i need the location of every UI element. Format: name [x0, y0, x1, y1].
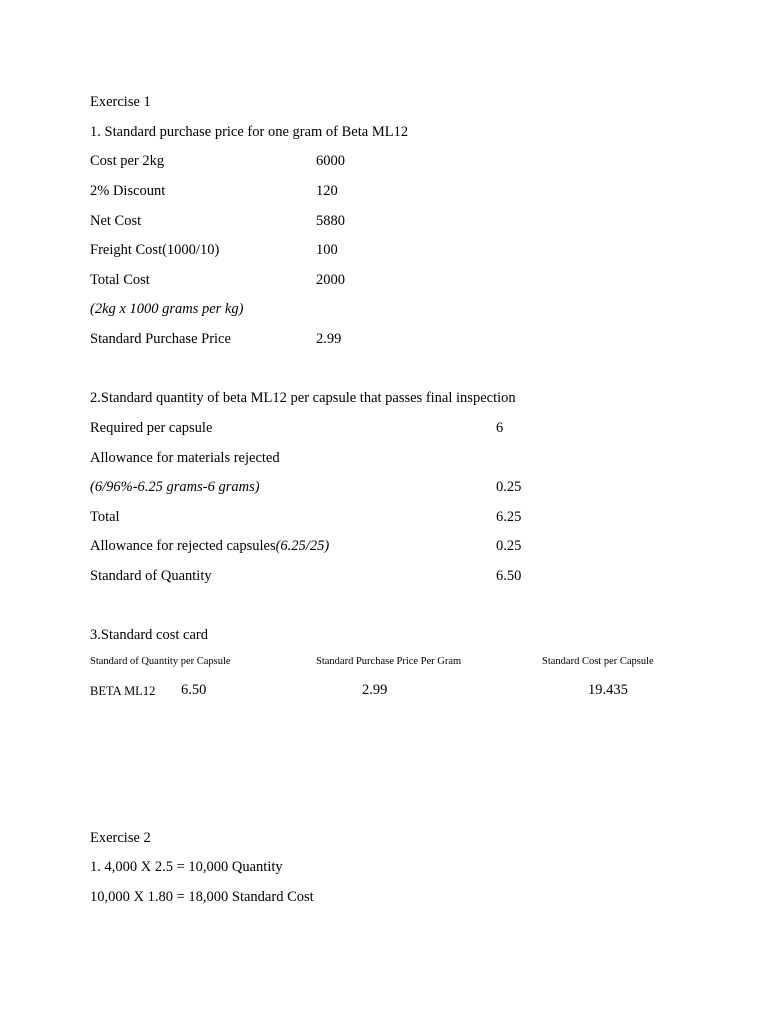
exercise2-line1: 1. 4,000 X 2.5 = 10,000 Quantity: [90, 859, 283, 875]
cost-card-header-price: Standard Purchase Price Per Gram: [316, 656, 462, 667]
exercise2-line2: 10,000 X 1.80 = 18,000 Standard Cost: [90, 889, 314, 905]
freight-cost-label: Freight Cost(1000/10): [90, 242, 220, 258]
cost-card-price: 2.99: [362, 682, 388, 698]
allowance-rejected-value: 0.25: [496, 538, 522, 554]
total-cost-value: 2000: [316, 272, 345, 288]
allowance-materials-value: 0.25: [496, 479, 522, 495]
cost-card-cost: 19.435: [588, 682, 628, 698]
exercise1-title: Exercise 1: [90, 94, 151, 110]
total-cost-label: Total Cost: [90, 272, 150, 288]
cost-per-2kg-label: Cost per 2kg: [90, 153, 165, 169]
required-per-capsule-label: Required per capsule: [90, 420, 213, 436]
standard-purchase-price-label: Standard Purchase Price: [90, 331, 231, 347]
cost-card-header-cost: Standard Cost per Capsule: [542, 656, 654, 667]
discount-value: 120: [316, 183, 338, 199]
freight-cost-value: 100: [316, 242, 338, 258]
part1-heading: 1. Standard purchase price for one gram of Beta ML12: [90, 124, 409, 140]
total-quantity-label: Total: [90, 509, 120, 525]
allowance-materials-label: Allowance for materials rejected: [90, 450, 280, 466]
net-cost-value: 5880: [316, 213, 345, 229]
cost-card-header-quantity: Standard of Quantity per Capsule: [90, 656, 231, 667]
net-cost-label: Net Cost: [90, 213, 142, 229]
allowance-materials-note: (6/96%-6.25 grams-6 grams): [90, 479, 260, 495]
allowance-rejected-capsules: [90, 537, 329, 555]
total-quantity-value: 6.25: [496, 509, 522, 525]
grams-note: (2kg x 1000 grams per kg): [90, 301, 244, 317]
cost-card-item: BETA ML12: [90, 684, 156, 698]
part2-heading: 2.Standard quantity of beta ML12 per capsule that passes final inspection: [90, 390, 516, 406]
standard-quantity-label: Standard of Quantity: [90, 568, 212, 584]
allowance-rejected-note: (6.25/25): [275, 538, 330, 554]
cost-card-quantity: 6.50: [181, 682, 207, 698]
standard-quantity-value: 6.50: [496, 568, 522, 584]
required-per-capsule-value: 6: [496, 420, 504, 436]
part3-heading: 3.Standard cost card: [90, 627, 208, 643]
allowance-rejected-label: Allowance for rejected capsules: [90, 538, 276, 554]
cost-per-2kg-value: 6000: [316, 153, 345, 169]
standard-purchase-price-value: 2.99: [316, 331, 342, 347]
discount-label: 2% Discount: [90, 183, 166, 199]
exercise2-title: Exercise 2: [90, 830, 151, 846]
